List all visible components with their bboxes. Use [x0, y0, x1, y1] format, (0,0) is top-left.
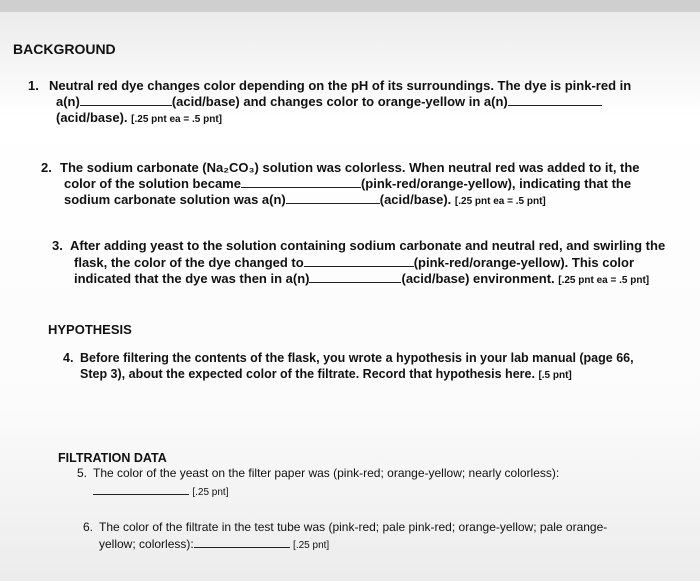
q6-line2	[99, 537, 329, 553]
q6-line2-text: yellow; colorless):	[99, 537, 194, 551]
q3-points: [.25 pnt ea = .5 pnt]	[558, 275, 650, 286]
q3-line2-end: (pink-red/orange-yellow). This color	[413, 255, 635, 270]
q2-line3-end: (acid/base).	[379, 192, 452, 207]
q2-line3-start: sodium carbonate solution was a(n)	[64, 192, 286, 207]
q5-blank[interactable]	[93, 484, 189, 495]
q5-number: 5.	[77, 466, 88, 480]
filtration-heading: FILTRATION DATA	[58, 451, 167, 465]
q2-number: 2.	[41, 160, 52, 175]
q5-points: [.25 pnt]	[192, 487, 229, 498]
q6-number: 6.	[83, 520, 94, 534]
q1-line2-start: a(n)	[56, 94, 80, 109]
q1-blank-1[interactable]	[80, 95, 172, 106]
q2-blank-1[interactable]	[241, 177, 361, 188]
q2-line3	[64, 192, 546, 209]
q3-line3-end: (acid/base) environment.	[401, 271, 555, 286]
top-shadow-bar	[0, 0, 700, 12]
q1-blank-2[interactable]	[508, 95, 602, 106]
q1-line2	[56, 94, 602, 109]
q3-line3-start: indicated that the dye was then in a(n)	[74, 271, 310, 286]
q3-line2-start: flask, the color of the dye changed to	[74, 255, 304, 270]
q6-line1: The color of the filtrate in the test tube was (pink-red; pale pink-red; orange-yellow; pale orange-	[99, 520, 608, 534]
background-heading: BACKGROUND	[13, 41, 116, 57]
q3-number: 3.	[52, 238, 63, 253]
q1-number: 1.	[28, 78, 39, 93]
q4-line2	[80, 367, 572, 383]
q4-number: 4.	[63, 351, 74, 365]
q1-points: [.25 pnt ea = .5 pnt]	[131, 114, 223, 125]
q5-line1: The color of the yeast on the filter paper was (pink-red; orange-yellow; nearly colorless):	[93, 466, 560, 480]
q3-blank-1[interactable]	[304, 256, 414, 267]
q3-line1: After adding yeast to the solution containing sodium carbonate and neutral red, and swirling the	[70, 238, 666, 253]
q2-line2-start: color of the solution became	[64, 176, 241, 191]
q4-line1: Before filtering the contents of the flask, you wrote a hypothesis in your lab manual (page 66,	[80, 351, 634, 365]
q5-line2	[93, 484, 228, 500]
q4-line2-text: Step 3), about the expected color of the filtrate. Record that hypothesis here.	[80, 367, 535, 381]
q3-line3	[74, 271, 649, 288]
q3-line2	[74, 255, 634, 270]
q1-line3	[56, 110, 222, 127]
q2-points: [.25 pnt ea = .5 pnt]	[454, 196, 546, 207]
hypothesis-heading: HYPOTHESIS	[48, 322, 132, 337]
q2-line1: The sodium carbonate (Na₂CO₃) solution was colorless. When neutral red was added to it, the	[60, 160, 640, 175]
q6-blank[interactable]	[194, 537, 290, 548]
q1-line2-middle: (acid/base) and changes color to orange-yellow in a(n)	[171, 94, 508, 109]
q4-points: [.5 pnt]	[538, 370, 572, 381]
q2-line2	[64, 176, 631, 191]
q1-line3-text: (acid/base).	[56, 110, 128, 125]
q6-points: [.25 pnt]	[293, 540, 330, 551]
q3-blank-2[interactable]	[309, 272, 401, 283]
q2-blank-2[interactable]	[286, 193, 380, 204]
q2-line2-end: (pink-red/orange-yellow), indicating that the	[360, 176, 632, 191]
q1-line1: Neutral red dye changes color depending on the pH of its surroundings. The dye is pink-red in	[49, 78, 632, 93]
